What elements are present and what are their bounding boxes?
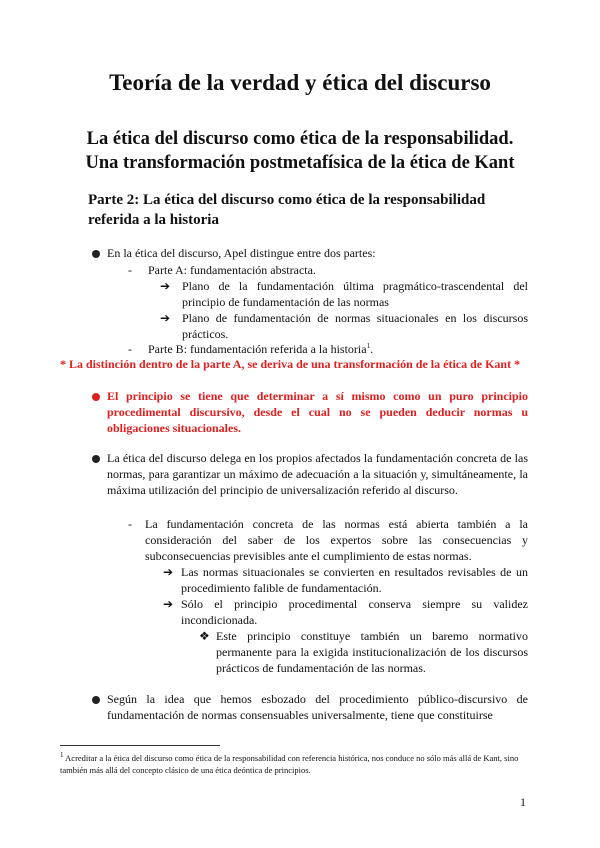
arrow-right-icon: ➔: [163, 565, 174, 579]
footnote: [60, 752, 530, 776]
normative-gauge: Este principio constituye también un baremo normativo permanente para la exigida institucionalización de los discursos prácticos de fundamentación de las normas.: [216, 629, 528, 676]
page-number: 1: [520, 795, 526, 809]
bullet-icon: [92, 455, 100, 463]
section2-intro: La ética del discurso delega en los propios afectados la fundamentación concreta de las normas, para garantizar un máximo de adecuación a la situación y, simultáneamente, la máxima utilización del principio de universalización referido al discurso.: [107, 451, 528, 498]
procedural-principle: Sólo el principio procedimental conserva siempre su validez incondicionada.: [181, 597, 528, 628]
arrow-right-icon: ➔: [163, 597, 174, 611]
footnote-text: Acreditar a la ética del discurso como ética de la responsabilidad con referencia histórica, nos conduce no sólo más allá de Kant, sino también más allá del concepto clásico de una ética deóntica de principios.: [60, 753, 519, 775]
part-a: Parte A: fundamentación abstracta.: [148, 263, 316, 277]
page-title: Teoría de la verdad y ética del discurso: [109, 70, 491, 95]
dash-icon: -: [128, 517, 132, 531]
footnote-number: 1: [60, 751, 64, 760]
arrow-right-icon: ➔: [160, 279, 171, 293]
dash-icon: -: [128, 342, 132, 356]
bullet-icon: [92, 393, 100, 401]
subtitle-line-1: La ética del discurso como ética de la responsabilidad.: [86, 129, 514, 149]
section1-intro: En la ética del discurso, Apel distingue entre dos partes:: [107, 246, 376, 260]
diamond-icon: ❖: [199, 629, 210, 643]
footnote-divider: [60, 745, 220, 746]
red-bullet: El principio se tiene que determinar a sí mismo como un puro principio procedimental discursivo, desde el cual no se pueden deducir normas u obligaciones situacionales.: [107, 389, 528, 436]
experts-paragraph: La fundamentación concreta de las normas está abierta también a la consideración del saber de los expertos sobre las consecuencias y subconsecuencias previsibles ante el cumplimiento de estas normas.: [145, 517, 528, 564]
footnote-ref[interactable]: 1: [366, 342, 371, 350]
part-b-end: .: [370, 342, 374, 356]
part-a-sub1: Plano de la fundamentación última pragmático-trascendental del principio de fundamentación de las normas: [182, 279, 528, 310]
bullet-icon: [92, 696, 100, 704]
part-heading: Parte 2: La ética del discurso como ética de la responsabilidad referida a la historia: [88, 192, 486, 228]
part-a-sub2: Plano de fundamentación de normas situacionales en los discursos prácticos.: [182, 311, 528, 342]
dash-icon: -: [128, 263, 132, 277]
part-b-text: Parte B: fundamentación referida a la historia: [148, 342, 367, 356]
subtitle-line-2: Una transformación postmetafísica de la ética de Kant: [85, 153, 515, 173]
arrow-right-icon: ➔: [160, 311, 171, 325]
red-note: * La distinción dentro de la parte A, se deriva de una transformación de la ética de Kant *: [60, 357, 521, 371]
situational-norms: Las normas situacionales se convierten en resultados revisables de un procedimiento falible de fundamentación.: [181, 565, 528, 596]
part-b: [148, 341, 528, 357]
section3-intro: Según la idea que hemos esbozado del procedimiento público-discursivo de fundamentación de normas consensuables universalmente, tiene que constituirse: [107, 692, 528, 723]
bullet-icon: [92, 250, 100, 258]
